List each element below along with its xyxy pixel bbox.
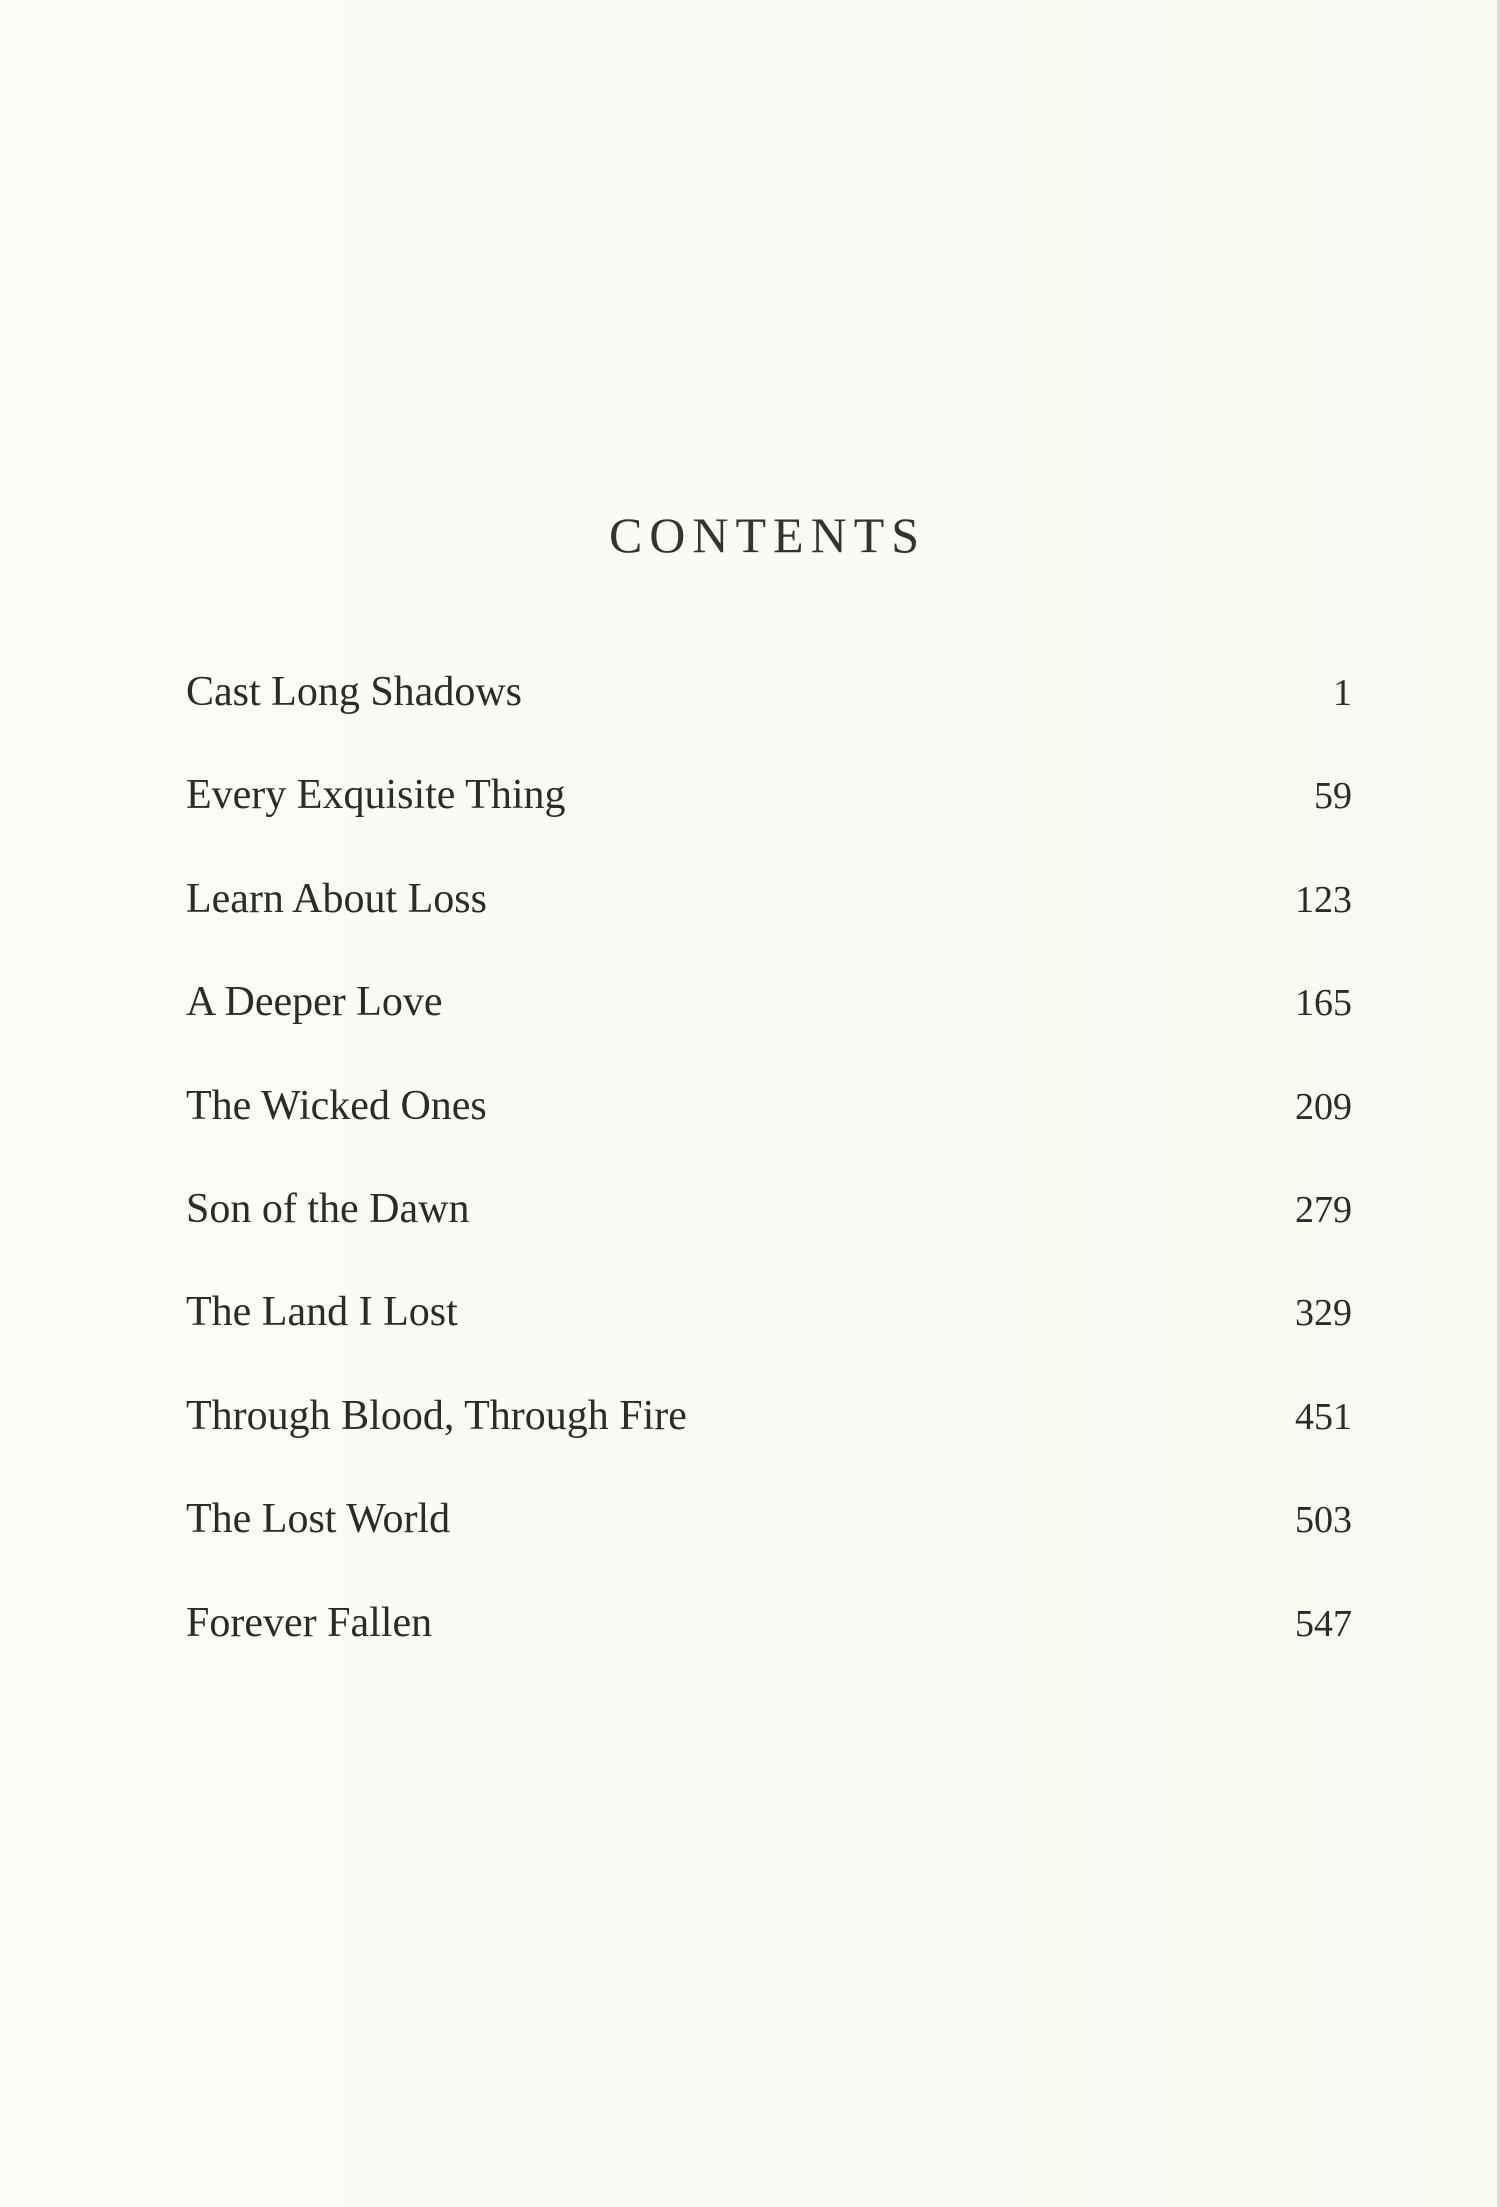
toc-entry xyxy=(186,771,1352,874)
toc-entry-page: 59 xyxy=(1314,775,1352,818)
toc-entry-title: The Lost World xyxy=(186,1496,451,1543)
toc-entry-title: Learn About Loss xyxy=(186,875,487,922)
toc-entry xyxy=(186,1185,1352,1288)
toc-entry-title: Forever Fallen xyxy=(186,1599,433,1646)
toc-entry-page: 547 xyxy=(1295,1602,1352,1645)
toc-entry-title: Through Blood, Through Fire xyxy=(186,1392,687,1439)
toc-entry-page: 279 xyxy=(1295,1188,1352,1231)
toc-entry-page: 329 xyxy=(1295,1292,1352,1335)
toc-entry xyxy=(186,1495,1352,1598)
toc-entry-title: Every Exquisite Thing xyxy=(186,772,566,819)
toc-entry-page: 123 xyxy=(1295,878,1352,921)
toc-entry-page: 165 xyxy=(1295,982,1352,1025)
toc-entry xyxy=(186,978,1352,1081)
toc-entry-title: The Wicked Ones xyxy=(186,1082,487,1129)
table-of-contents xyxy=(186,668,1352,1702)
toc-entry-title: A Deeper Love xyxy=(186,979,443,1026)
toc-entry-title: Cast Long Shadows xyxy=(186,669,522,715)
toc-entry xyxy=(186,1392,1352,1495)
toc-entry xyxy=(186,875,1352,978)
toc-entry xyxy=(186,1082,1352,1185)
toc-entry xyxy=(186,1599,1352,1702)
toc-entry-title: The Land I Lost xyxy=(186,1289,458,1336)
toc-entry-page: 503 xyxy=(1295,1499,1352,1542)
toc-entry xyxy=(186,668,1352,771)
toc-entry-title: Son of the Dawn xyxy=(186,1185,470,1232)
toc-entry-page: 1 xyxy=(1333,672,1352,714)
contents-heading: CONTENTS xyxy=(608,507,927,563)
toc-entry-page: 209 xyxy=(1295,1085,1352,1128)
toc-entry-page: 451 xyxy=(1295,1395,1352,1438)
toc-entry xyxy=(186,1288,1352,1391)
